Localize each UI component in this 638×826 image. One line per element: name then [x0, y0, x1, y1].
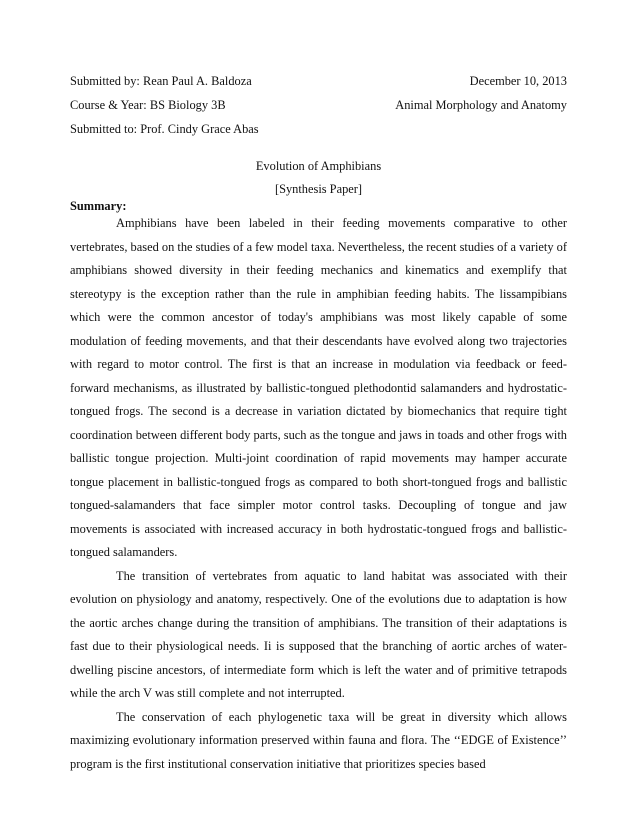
- paragraph-conservation: The conservation of each phylogenetic taxa will be great in diversity which allows maximizing evolutionary information preserved within fauna and flora. The ‘‘EDGE of Existence’’ program is the first institutional conservation initiative that prioritizes species based: [70, 709, 567, 771]
- submission-date: December 10, 2013: [469, 74, 567, 88]
- summary-heading: Summary:: [70, 199, 127, 213]
- submitted-to: Submitted to: Prof. Cindy Grace Abas: [70, 122, 259, 136]
- summary-body: [70, 212, 567, 776]
- header-row-1: [70, 73, 567, 89]
- paper-title: Evolution of Amphibians: [255, 159, 382, 173]
- paper-subtitle: [Synthesis Paper]: [274, 182, 363, 196]
- header-row-2: [70, 97, 567, 113]
- paragraph-feeding: Amphibians have been labeled in their feeding movements comparative to other vertebrates, based on the studies of a few model taxa. Nevertheless, the recent studies of a variety of amphibians showed diversity in their feeding mechanics and kinematics and exemplify that stereotypy is the exception rather than the rule in amphibian feeding habits. The lissampibians which were the common ancestor of today's amphibians was most likely capable of some modulation of feeding movements, and that their descendants have evolved along two trajectories with regard to motor control. The first is that an increase in modulation via feedback or feed-forward mechanisms, as illustrated by ballistic-tongued plethodontid salamanders and hydrostatic-tongued frogs. The second is a decrease in variation dictated by biomechanics that require tight coordination between different body parts, such as the tongue and jaws in toads and other frogs with ballistic tongue projection. Multi-joint coordination of rapid movements may hamper accurate tongue placement in ballistic-tongued frogs as compared to both short-tongued frogs and ballistic tongued-salamanders that face simpler motor control tasks. Decoupling of tongue and jaw movements is associated with increased accuracy in both hydrostatic-tongued frogs and ballistic-tongued salamanders.: [70, 216, 567, 559]
- header-row-3: [70, 121, 567, 137]
- submitted-by: Submitted by: Rean Paul A. Baldoza: [70, 74, 252, 88]
- subject: Animal Morphology and Anatomy: [395, 98, 567, 112]
- paragraph-aortic-arches: The transition of vertebrates from aquatic to land habitat was associated with their evolution on physiology and anatomy, respectively. One of the evolutions due to adaptation is how the aortic arches change during the transition of amphibians. The transition of their adaptations is fast due to their physiological needs. Ii is supposed that the branching of aortic arches of water-dwelling piscine ancestors, of intermediate form which is left the water and of primitive tetrapods while the arch V was still complete and not interrupted.: [70, 568, 567, 700]
- course-year: Course & Year: BS Biology 3B: [70, 98, 226, 112]
